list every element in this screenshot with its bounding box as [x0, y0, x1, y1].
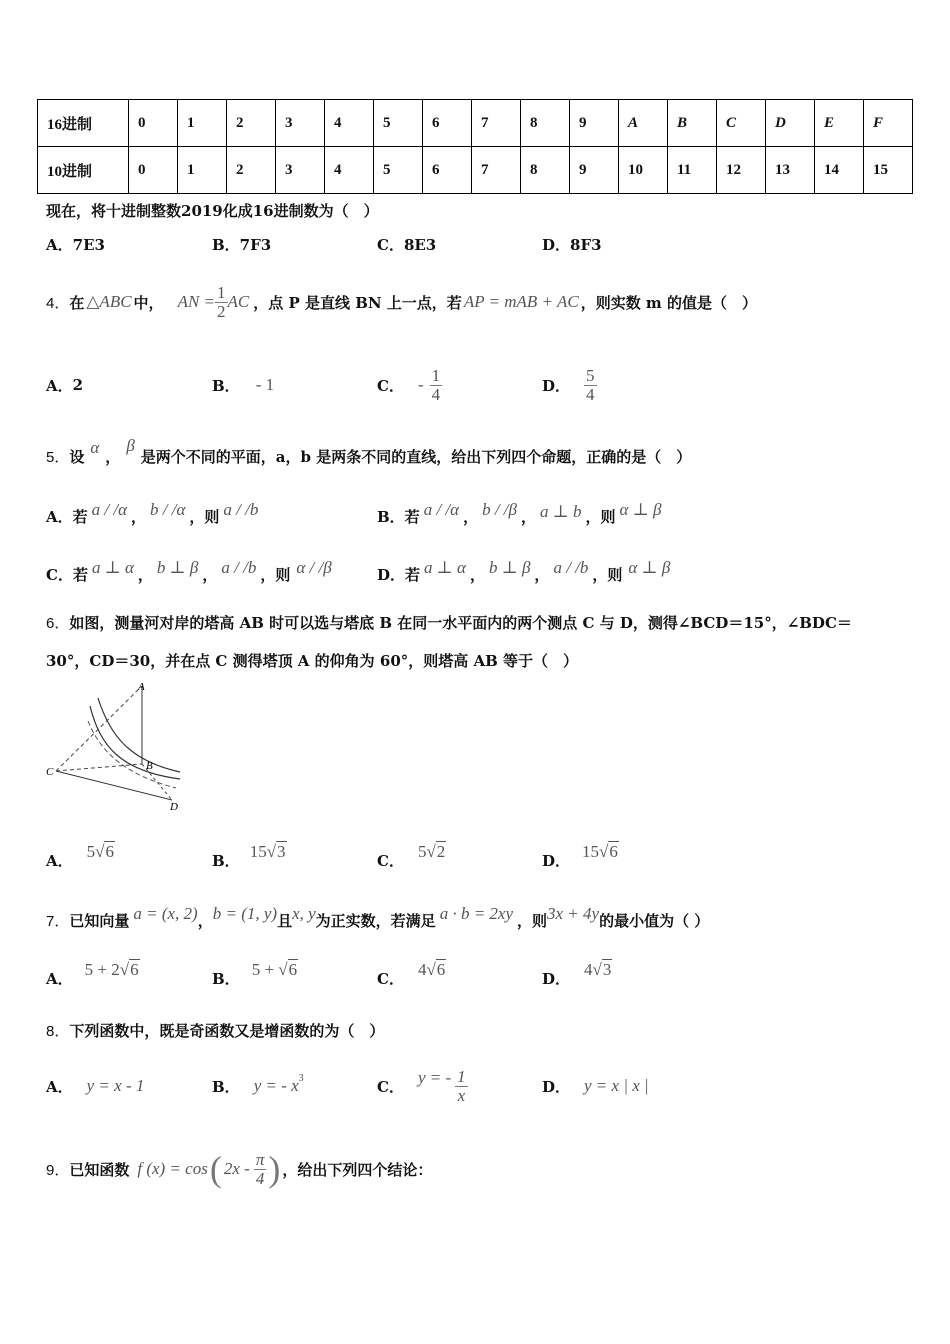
table-cell: 10: [619, 147, 668, 194]
q7-text: ，: [197, 911, 213, 930]
table-cell: D: [766, 100, 815, 147]
table-cell: 5: [374, 100, 423, 147]
q9-number: 9．: [46, 1161, 70, 1179]
table-cell: 12: [717, 147, 766, 194]
point-a-label: A: [138, 681, 145, 693]
q4-number: 4．: [46, 294, 70, 312]
table-cell: 2: [227, 147, 276, 194]
q4-option-a[interactable]: A． 2: [46, 376, 84, 395]
river-tower-figure: [40, 676, 190, 816]
q7-text: 已知向量: [69, 911, 130, 930]
point-d-label: D: [170, 801, 178, 813]
q3-option-d[interactable]: D．8F3: [542, 236, 602, 254]
q3-option-c[interactable]: C．8E3: [377, 236, 437, 254]
q9-text: ，给出下列四个结论：: [282, 1160, 433, 1179]
q7-option-d[interactable]: D． 4√3: [542, 960, 612, 988]
table-cell: 15: [864, 147, 913, 194]
hex-table: [37, 99, 913, 194]
q4-text: ，点 P 是直线 BN 上一点，若: [253, 293, 462, 312]
table-cell: 9: [570, 147, 619, 194]
q9-text: 已知函数: [69, 1160, 130, 1179]
q5-text: ，: [105, 447, 121, 466]
q7-option-b[interactable]: B． 5 + √6: [212, 960, 298, 988]
q4-option-d[interactable]: D． $\frac{5}{4}$: [542, 365, 595, 404]
q3-option-a[interactable]: A．7E3: [46, 236, 105, 254]
q9-inner: 2x -: [223, 1159, 250, 1178]
table-cell: 13: [766, 147, 815, 194]
q6-option-c[interactable]: C． 5√2: [377, 842, 446, 870]
q8-stem: [46, 1020, 384, 1041]
table-cell: 0: [129, 147, 178, 194]
left-paren: (: [209, 1149, 222, 1189]
q7-expression: 3x + 4y: [547, 904, 600, 923]
q9-stem: [46, 1134, 432, 1204]
q7-text: 且: [277, 911, 293, 930]
q4-stem: [46, 264, 757, 340]
table-cell: 8: [521, 100, 570, 147]
q8-option-c[interactable]: C． y = - $\frac{1}{x}$: [377, 1066, 466, 1105]
q5-stem: [46, 436, 691, 476]
q4-text: ，则实数 m 的值是（ ）: [580, 293, 758, 312]
vector-b: b = (1, y): [212, 904, 278, 923]
q7-number: 7．: [46, 912, 70, 930]
table-cell: 6: [423, 100, 472, 147]
q8-option-d[interactable]: D． y = x | x |: [542, 1076, 649, 1096]
table-cell: 8: [521, 147, 570, 194]
q5-text: 是两个不同的平面，a，b 是两条不同的直线，给出下列四个命题，正确的是（ ）: [140, 447, 692, 466]
table-cell: 1: [178, 147, 227, 194]
q5-option-a[interactable]: A．若 a / /α ， b / /α ，则 a / /b: [46, 500, 259, 526]
q4-text: 在: [69, 293, 85, 312]
point-c-label: C: [46, 766, 54, 778]
riverbank-curve: [88, 721, 176, 788]
table-cell: C: [717, 100, 766, 147]
q6-number: 6．: [46, 615, 70, 632]
point-b-label: B: [146, 760, 153, 772]
q8-option-b[interactable]: B． y = - x $^3$: [212, 1072, 304, 1096]
table-cell: 1: [178, 100, 227, 147]
table-cell: 6: [423, 147, 472, 194]
q6-option-b[interactable]: B． 15√3: [212, 842, 286, 870]
q4-fraction: $\frac{1}{2}$: [217, 282, 226, 321]
q6-option-d[interactable]: D． 15√6: [542, 842, 618, 870]
q7-xy: x, y: [292, 904, 316, 923]
table-cell: 7: [472, 100, 521, 147]
q4-option-b[interactable]: B． - 1: [212, 375, 275, 395]
q8-option-a[interactable]: A． y = x - 1: [46, 1076, 145, 1096]
q7-option-c[interactable]: C． 4√6: [377, 960, 446, 988]
table-row: [38, 100, 913, 147]
table-cell: 9: [570, 100, 619, 147]
q8-number: 8．: [46, 1023, 70, 1040]
q5-option-b[interactable]: B．若 a / /α ， b / /β ， a ⊥ b ，则 α ⊥ β: [377, 500, 662, 526]
table-cell: 16进制: [38, 100, 129, 147]
table-cell: 5: [374, 147, 423, 194]
q6-stem-line2: 30°，CD＝30，并在点 C 测得塔顶 A 的仰角为 60°，则塔高 AB 等于（ ）: [46, 652, 579, 670]
q7-text: 的最小值为（ ）: [599, 911, 710, 930]
vector-a: a = (x, 2): [133, 904, 198, 923]
q5-option-d[interactable]: D．若 a ⊥ α ， b ⊥ β ， a / /b ，则 α ⊥ β: [377, 558, 671, 584]
table-cell: A: [619, 100, 668, 147]
q5-text: 设: [69, 447, 85, 466]
q9-fraction: $\frac{\pi}{4}$: [255, 1149, 265, 1188]
table-cell: 3: [276, 100, 325, 147]
table-cell: 4: [325, 100, 374, 147]
q8-text: 下列函数中，既是奇函数又是增函数的为（ ）: [69, 1022, 385, 1040]
q4-text: 中，: [133, 293, 164, 312]
table-cell: 10进制: [38, 147, 129, 194]
beta-symbol: β: [126, 436, 135, 455]
q7-dot-product: a · b = 2xy: [439, 904, 513, 923]
table-cell: F: [864, 100, 913, 147]
q6-option-a[interactable]: A． 5√6: [46, 842, 114, 870]
table-cell: E: [815, 100, 864, 147]
table-cell: 0: [129, 100, 178, 147]
table-cell: 3: [276, 147, 325, 194]
table-cell: 7: [472, 147, 521, 194]
q5-number: 5．: [46, 448, 70, 466]
q3-stem: 现在，将十进制整数2019化成16进制数为（ ）: [46, 202, 379, 220]
q7-text: 为正实数，若满足: [315, 911, 436, 930]
right-paren: ): [268, 1149, 281, 1189]
q4-ap-equation: AP = mAB + AC: [463, 292, 579, 311]
table-row: [38, 147, 913, 194]
riverbank-curve: [98, 698, 180, 772]
q7-text: ，则: [517, 911, 548, 930]
q6-text: 如图，测量河对岸的塔高 AB 时可以选与塔底 B 在同一水平面内的两个测点 C 与 D，测得∠BCD＝15°，∠BDC＝: [69, 614, 852, 632]
table-cell: 2: [227, 100, 276, 147]
alpha-symbol: α: [90, 438, 100, 457]
q4-triangle: △ABC: [86, 292, 132, 311]
q3-option-b[interactable]: B．7F3: [212, 236, 272, 254]
table-cell: B: [668, 100, 717, 147]
q6-stem-line1: [46, 612, 852, 633]
q9-function: f (x) = cos: [137, 1159, 208, 1178]
cb-line: [56, 764, 142, 771]
sight-line: [56, 686, 142, 771]
cd-line: [56, 771, 172, 800]
q7-option-a[interactable]: A． 5 + 2√6: [46, 960, 139, 988]
table-cell: 11: [668, 147, 717, 194]
q4-an: AN =: [177, 292, 216, 311]
q4-ac: AC: [227, 292, 250, 311]
q5-option-c[interactable]: C．若 a ⊥ α ， b ⊥ β ， a / /b ，则 α / /β: [46, 558, 332, 584]
q4-option-c[interactable]: C． - $\frac{1}{4}$: [377, 365, 441, 404]
q7-stem: [46, 900, 709, 940]
table-cell: 4: [325, 147, 374, 194]
table-cell: 14: [815, 147, 864, 194]
